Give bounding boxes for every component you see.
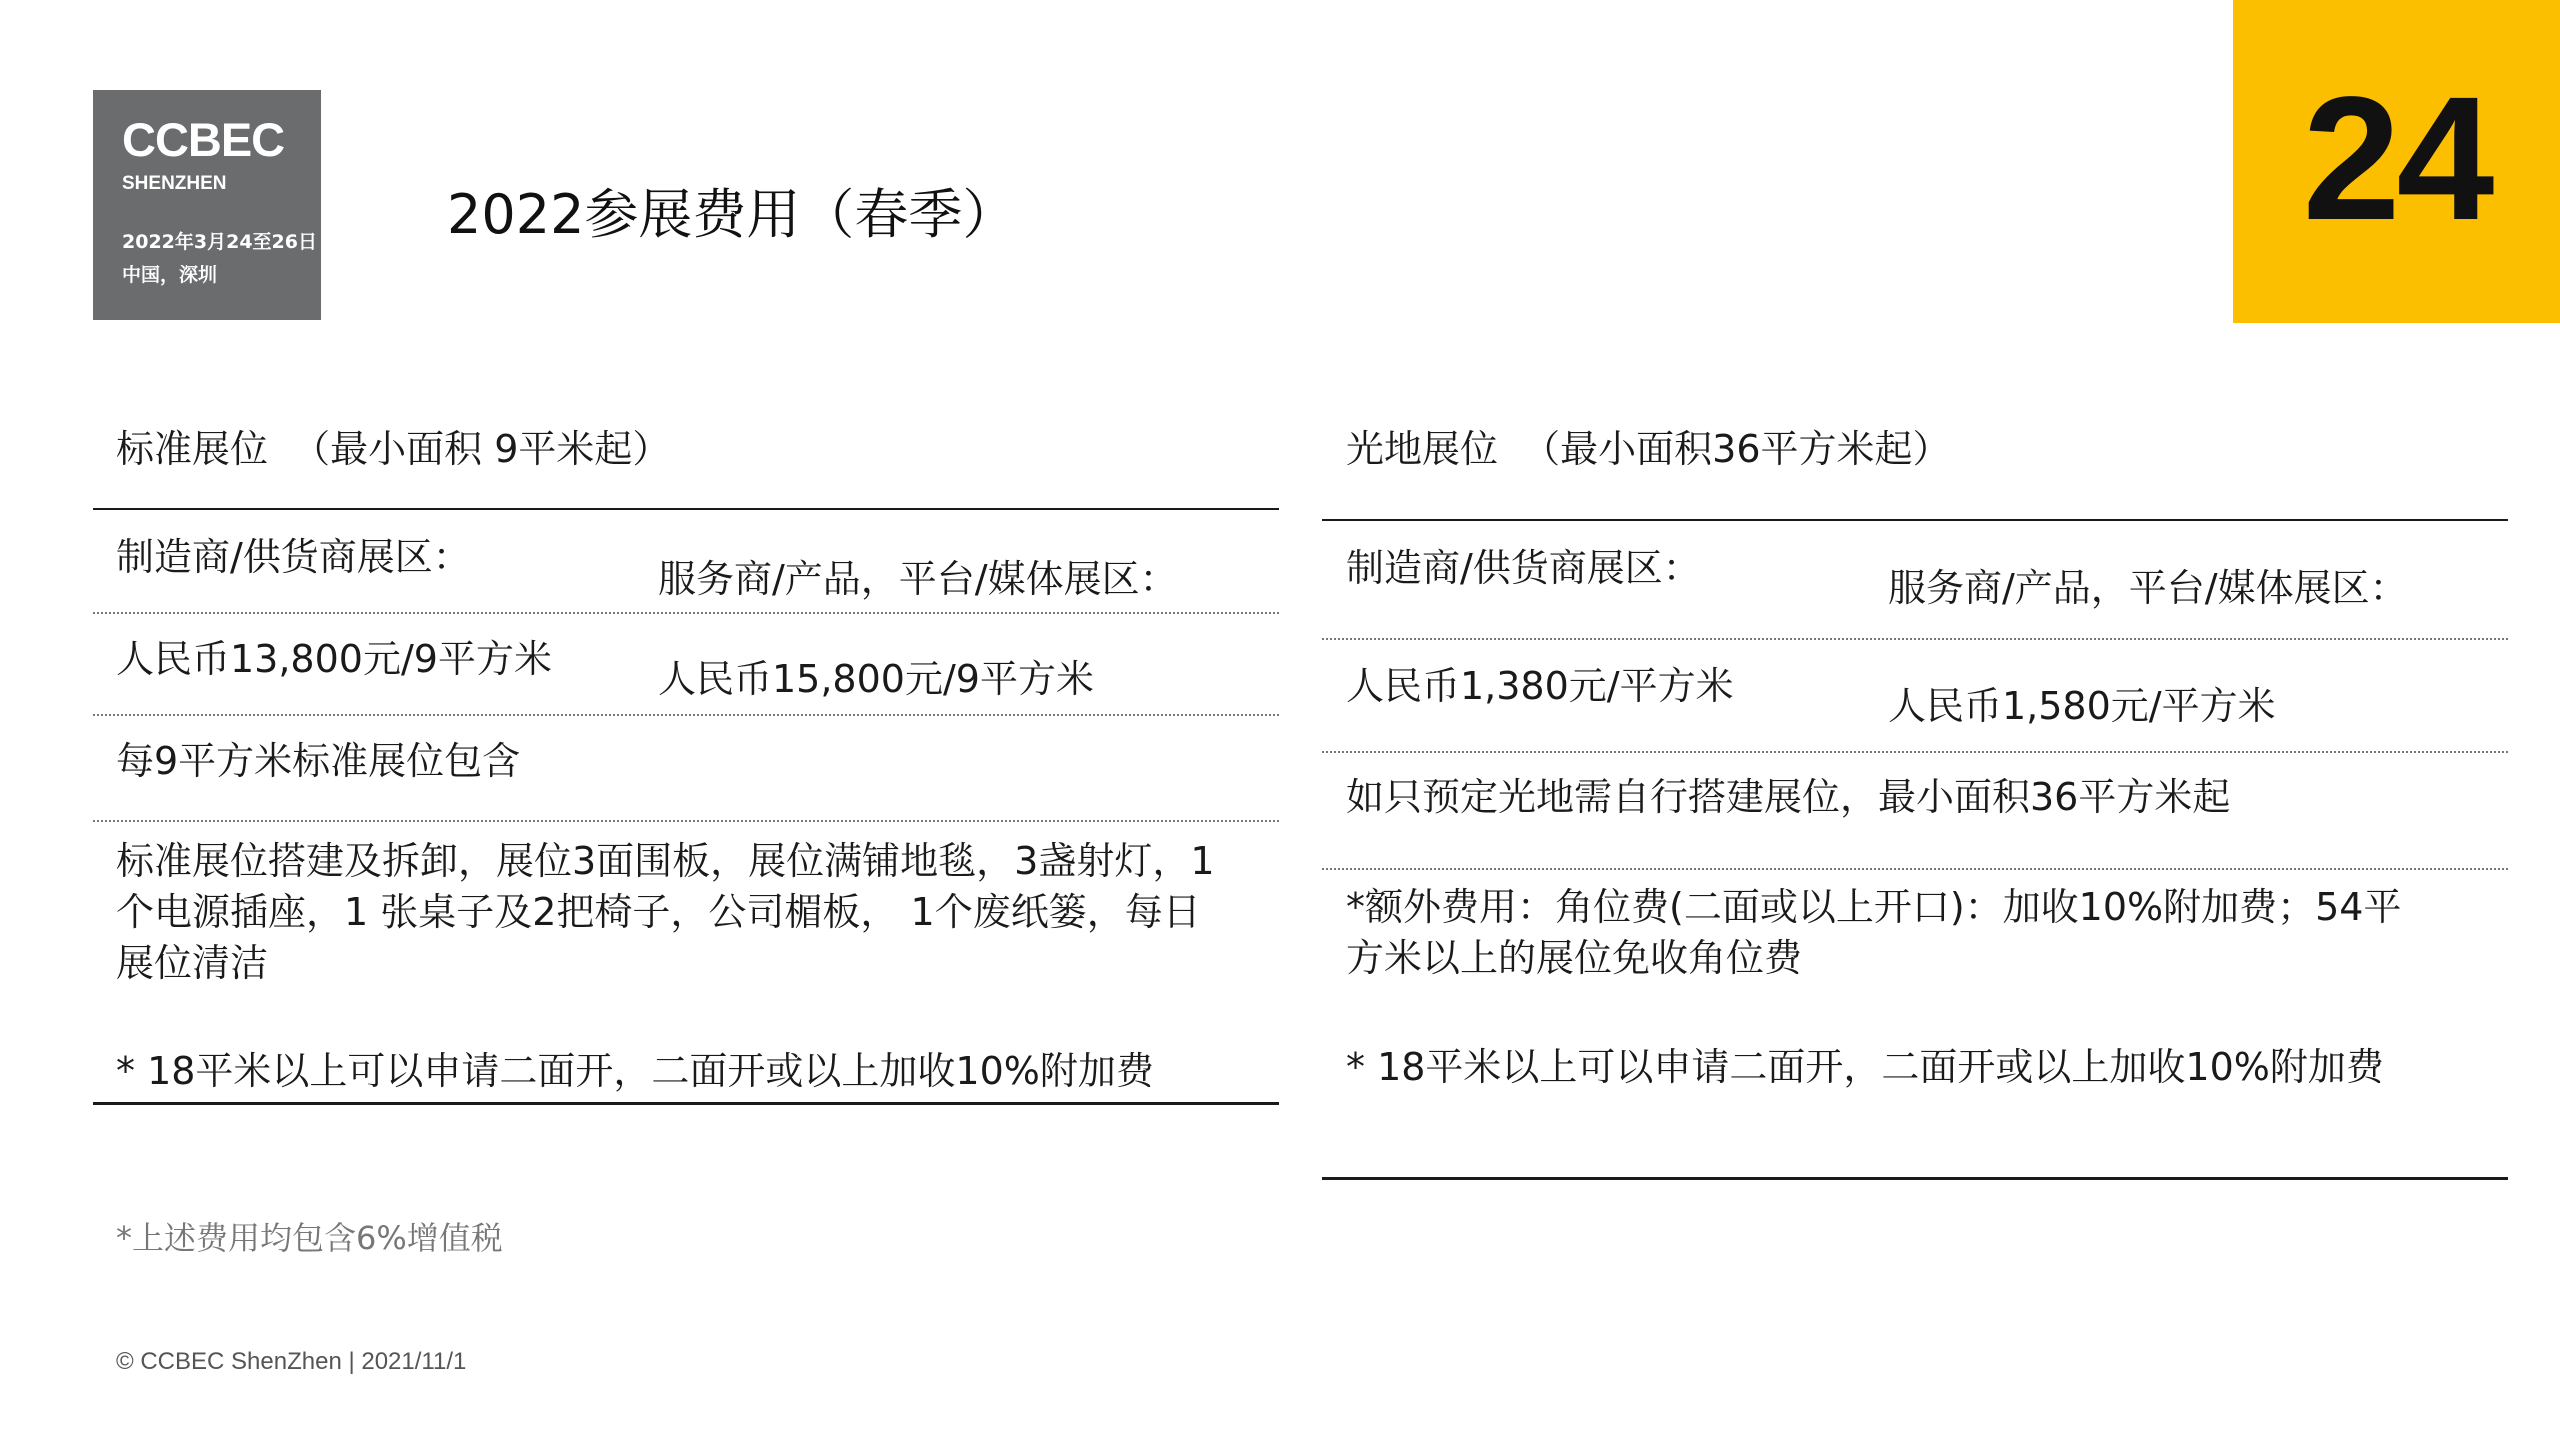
raw-extra-fee: *额外费用：角位费(二面或以上开口)：加收10%附加费；54平方米以上的展位免收角位费 xyxy=(1346,885,2402,980)
raw-col2-header: 服务商/产品，平台/媒体展区： xyxy=(1888,566,2408,610)
divider xyxy=(1322,1177,2508,1180)
standard-booth-title: 标准展位 （最小面积 9平米起） xyxy=(116,427,671,471)
ccbec-logo xyxy=(93,90,321,320)
standard-note: * 18平米以上可以申请二面开，二面开或以上加收10%附加费 xyxy=(116,1049,1154,1093)
standard-includes-label: 每9平方米标准展位包含 xyxy=(116,739,521,783)
raw-col1-header: 制造商/供货商展区： xyxy=(1346,546,1701,590)
divider xyxy=(93,1102,1279,1105)
logo-location: 中国，深圳 xyxy=(122,264,218,286)
page-number-badge xyxy=(2233,0,2560,323)
raw-note: * 18平米以上可以申请二面开，二面开或以上加收10%附加费 xyxy=(1346,1045,2384,1089)
divider xyxy=(93,820,1279,822)
divider xyxy=(1322,868,2508,870)
page-title: 2022参展费用（春季） xyxy=(447,183,1017,246)
raw-col2-price: 人民币1,580元/平方米 xyxy=(1888,684,2276,728)
raw-col1-price: 人民币1,380元/平方米 xyxy=(1346,664,1734,708)
logo-city: SHENZHEN xyxy=(122,173,227,194)
divider xyxy=(93,508,1279,510)
logo-brand: CCBEC xyxy=(122,113,285,166)
standard-col2-header: 服务商/产品，平台/媒体展区： xyxy=(658,557,1178,601)
tax-note: *上述费用均包含6%增值税 xyxy=(116,1219,503,1257)
divider xyxy=(1322,519,2508,521)
standard-col1-price: 人民币13,800元/9平方米 xyxy=(116,637,552,681)
divider xyxy=(93,714,1279,716)
logo-date: 2022年3月24至26日 xyxy=(122,231,317,253)
raw-requirement: 如只预定光地需自行搭建展位，最小面积36平方米起 xyxy=(1346,775,2231,819)
standard-includes-detail: 标准展位搭建及拆卸，展位3面围板，展位满铺地毯，3盏射灯，1个电源插座，1 张桌子及2把椅子，公司楣板， 1个废纸篓，每日展位清洁 xyxy=(116,839,1215,985)
raw-space-title: 光地展位 （最小面积36平方米起） xyxy=(1346,427,1951,471)
standard-col1-header: 制造商/供货商展区： xyxy=(116,535,471,579)
footer: © CCBEC ShenZhen | 2021/11/1 xyxy=(116,1348,467,1375)
divider xyxy=(1322,638,2508,640)
divider xyxy=(1322,751,2508,753)
divider xyxy=(93,612,1279,614)
standard-col2-price: 人民币15,800元/9平方米 xyxy=(658,657,1094,701)
page-number: 24 xyxy=(2302,61,2491,257)
